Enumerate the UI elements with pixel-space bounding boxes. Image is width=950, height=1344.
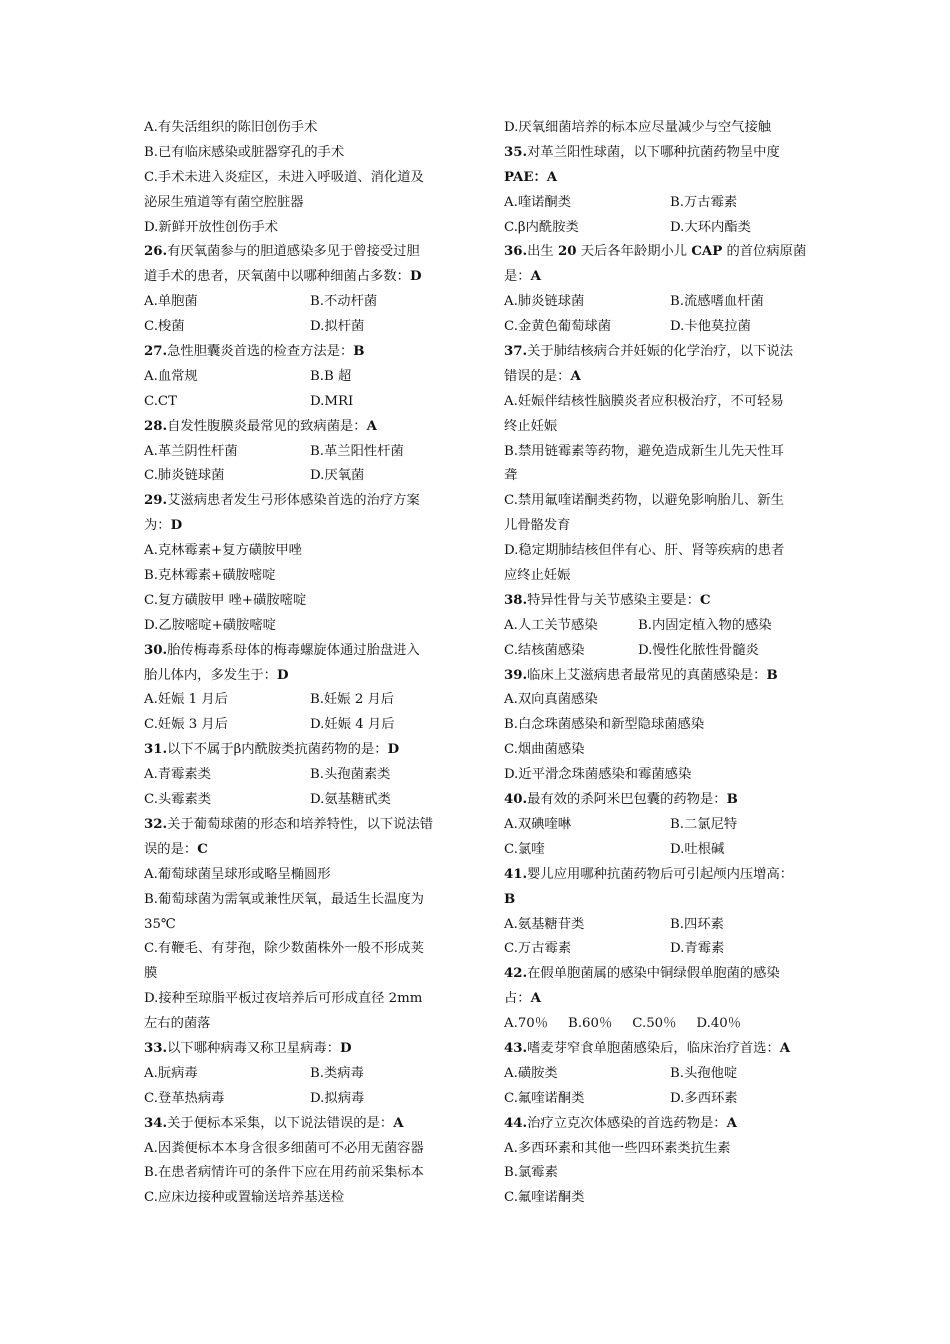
options-row	[504, 913, 810, 938]
question-38	[504, 589, 810, 614]
answer: B	[504, 891, 516, 907]
question-text: 治疗立克次体感染的首选药物是：	[527, 1115, 727, 1131]
option-c: C.烟曲菌感染	[504, 742, 585, 758]
question-number: 26.	[144, 244, 168, 260]
text-line: A.有失活组织的陈旧创伤手术	[144, 120, 318, 135]
question-text: 的首位病原菌	[722, 244, 807, 260]
question-36	[504, 240, 810, 265]
question-number: 38.	[504, 592, 528, 608]
option-d: D.氨基糖甙类	[310, 792, 391, 808]
option-b: B.四环素	[670, 916, 724, 932]
question-number: 39.	[504, 667, 528, 683]
options-row	[504, 315, 810, 340]
question-31	[144, 738, 450, 763]
answer: A	[530, 269, 541, 285]
option-c: C.氯喹	[504, 841, 545, 857]
options-row	[144, 713, 450, 738]
question-text: 婴儿应用哪种抗菌药物后可引起颅内压增高：	[527, 866, 794, 882]
question-39	[504, 664, 810, 689]
options-row	[144, 688, 450, 713]
question-text: 最有效的杀阿米巴包囊的药物是：	[527, 792, 727, 808]
text-line: 泌尿生殖道等有菌空腔脏器	[144, 194, 304, 210]
question-number: 33.	[144, 1040, 168, 1056]
question-text: 急性胆囊炎首选的检查方法是：	[167, 344, 354, 360]
question-text: 以下哪种病毒又称卫星病毒：	[167, 1040, 340, 1056]
option-a: A.革兰阴性杆菌	[144, 443, 238, 459]
option-a-cont: 终止妊娠	[504, 418, 558, 434]
option-c: C.氟喹诺酮类	[504, 1190, 585, 1206]
question-text: 以下不属于β内酰胺类抗菌药物的是：	[167, 742, 388, 758]
options-row	[144, 440, 450, 465]
option-a: A.喹诺酮类	[504, 194, 572, 210]
option-d: D.MRI	[310, 393, 354, 409]
text-line: B.已有临床感染或脏器穿孔的手术	[144, 144, 345, 160]
option-a: A.人工关节感染	[504, 617, 598, 633]
option-a: A.因粪便标本本身含很多细菌可不必用无菌容器	[144, 1140, 424, 1156]
question-text: 是：	[504, 269, 531, 285]
options-row	[504, 1012, 810, 1037]
answer: A	[570, 368, 581, 384]
options-row	[504, 1062, 810, 1087]
option-d: D.慢性化脓性骨髓炎	[638, 642, 759, 658]
question-number: 30.	[144, 642, 168, 658]
options-row	[504, 290, 810, 315]
question-text: CAP	[691, 244, 723, 260]
option-b: B.葡萄球菌为需氧或兼性厌氧，最适生长温度为	[144, 891, 424, 907]
answer: A	[546, 169, 558, 185]
text-line: D.新鲜开放性创伤手术	[144, 219, 279, 235]
question-35	[504, 141, 810, 166]
options-row	[144, 390, 450, 415]
question-text: 对革兰阳性球菌，以下哪种抗菌药物呈中度	[527, 144, 780, 160]
answer: B	[353, 344, 365, 360]
question-33	[144, 1037, 450, 1062]
option-d: D.40％	[696, 1016, 742, 1032]
question-text: 20	[557, 244, 577, 260]
option-c: C.肺炎链球菌	[144, 468, 225, 484]
text-line: D.厌氧细菌培养的标本应尽量减少与空气接触	[504, 120, 772, 135]
question-text: 占：	[504, 991, 531, 1007]
answer: D	[340, 1040, 352, 1056]
answer: B	[766, 667, 778, 683]
option-b: B.B 超	[310, 368, 352, 384]
option-c: C.梭菌	[144, 319, 185, 335]
option-d: D.吐根碱	[670, 841, 725, 857]
question-text: 道手术的患者，厌氧菌中以哪种细菌占多数：	[144, 269, 410, 285]
option-a: A.多西环素和其他一些四环素类抗生素	[504, 1140, 731, 1156]
option-b: B.禁用链霉素等药物，避免造成新生儿先天性耳	[504, 443, 784, 459]
option-b: B.在患者病情许可的条件下应在用药前采集标本	[144, 1165, 424, 1181]
option-b: B.头孢他啶	[670, 1065, 738, 1081]
answer: C	[700, 592, 711, 608]
option-c-cont: 儿骨骼发育	[504, 518, 571, 534]
answer: D	[170, 518, 183, 534]
option-c: C.登革热病毒	[144, 1090, 225, 1106]
option-d: D.卡他莫拉菌	[670, 319, 751, 335]
answer: D	[387, 742, 400, 758]
right-column	[504, 116, 810, 1211]
question-26	[144, 240, 450, 265]
question-number: 35.	[504, 144, 528, 160]
question-text: 误的是：	[144, 841, 198, 857]
question-text: 关于肺结核病合并妊娠的化学治疗，以下说法	[527, 344, 794, 360]
option-d: D.厌氧菌	[310, 468, 365, 484]
question-29	[144, 489, 450, 514]
option-c: C.氟喹诺酮类	[504, 1090, 585, 1106]
options-row	[144, 315, 450, 340]
question-41	[504, 863, 810, 888]
option-c: C.禁用氟喹诺酮类药物，以避免影响胎儿、新生	[504, 493, 784, 509]
options-row	[504, 639, 810, 664]
option-d: D.拟杆菌	[310, 319, 365, 335]
option-c: C.妊娠 3 月后	[144, 717, 229, 733]
option-d: D.稳定期肺结核但伴有心、肝、肾等疾病的患者	[504, 543, 785, 559]
question-42	[504, 962, 810, 987]
option-d-cont: 应终止妊娠	[504, 568, 571, 584]
question-number: 27.	[144, 344, 168, 360]
question-number: 44.	[504, 1115, 528, 1131]
options-row	[504, 216, 810, 241]
option-b: B.二氯尼特	[670, 816, 738, 832]
question-29-cont	[144, 514, 450, 539]
question-34	[144, 1112, 450, 1137]
question-text: 出生	[527, 244, 558, 260]
left-column	[144, 116, 450, 1211]
option-b-cont: 聋	[504, 468, 518, 484]
question-number: 36.	[504, 244, 528, 260]
option-c: C.万古霉素	[504, 941, 572, 957]
option-d: D.接种至琼脂平板过夜培养后可形成直径 2mm	[144, 991, 423, 1007]
question-42-cont	[504, 987, 810, 1012]
option-c-cont: 膜	[144, 966, 158, 982]
option-a: A.双碘喹啉	[504, 816, 572, 832]
answer: C	[197, 841, 208, 857]
question-30	[144, 639, 450, 664]
question-32-cont	[144, 838, 450, 863]
option-b: B.流感嗜血杆菌	[670, 294, 764, 310]
option-d: D.大环内酯类	[670, 219, 751, 235]
option-b: B.氯霉素	[504, 1165, 558, 1181]
option-b: B.不动杆菌	[310, 294, 378, 310]
option-c: C.金黄色葡萄球菌	[504, 319, 612, 335]
option-d: D.近平滑念珠菌感染和霉菌感染	[504, 767, 692, 783]
question-28	[144, 415, 450, 440]
text-line: C.手术未进入炎症区，未进入呼吸道、消化道及	[144, 169, 424, 185]
options-row	[504, 838, 810, 863]
question-text: 自发性腹膜炎最常见的致病菌是：	[167, 418, 367, 434]
answer: D	[276, 667, 289, 683]
question-37	[504, 340, 810, 365]
option-a: A.血常规	[144, 368, 198, 384]
question-number: 32.	[144, 816, 168, 832]
option-b: B.革兰阳性杆菌	[310, 443, 404, 459]
option-b: B.克林霉素+磺胺嘧啶	[144, 568, 276, 584]
question-number: 41.	[504, 866, 528, 882]
answer: A	[530, 991, 541, 1007]
question-41-cont	[504, 888, 810, 913]
option-d: D.青霉素	[670, 941, 725, 957]
option-b: B.内固定植入物的感染	[638, 617, 772, 633]
options-row	[144, 1087, 450, 1112]
question-number: 37.	[504, 344, 528, 360]
question-number: 40.	[504, 792, 528, 808]
question-text: 胎儿体内，多发生于：	[144, 667, 277, 683]
question-text: 胎传梅毒系母体的梅毒螺旋体通过胎盘进入	[167, 642, 420, 658]
question-text: 为：	[144, 518, 171, 534]
option-a: A.70％	[504, 1016, 549, 1032]
question-number: 31.	[144, 742, 168, 758]
options-row	[144, 365, 450, 390]
question-text: 艾滋病患者发生弓形体感染首选的治疗方案	[167, 493, 420, 509]
question-text: 临床上艾滋病患者最常见的真菌感染是：	[527, 667, 767, 683]
question-number: 29.	[144, 493, 168, 509]
option-c: C.头霉素类	[144, 792, 212, 808]
option-a: A.双向真菌感染	[504, 692, 598, 708]
options-row	[144, 1062, 450, 1087]
question-number: 42.	[504, 966, 528, 982]
options-row	[144, 290, 450, 315]
question-40	[504, 788, 810, 813]
question-text: 关于葡萄球菌的形态和培养特性，以下说法错	[167, 816, 434, 832]
question-27	[144, 340, 450, 365]
options-row	[504, 813, 810, 838]
option-d-cont: 左右的菌落	[144, 1016, 211, 1032]
options-row	[504, 191, 810, 216]
option-c: C.复方磺胺甲 唑+磺胺嘧啶	[144, 592, 307, 608]
option-a: A.青霉素类	[144, 767, 212, 783]
option-a: A.磺胺类	[504, 1065, 558, 1081]
options-row	[144, 763, 450, 788]
answer: D	[409, 269, 422, 285]
option-a: A.葡萄球菌呈球形或略呈椭圆形	[144, 866, 331, 882]
question-text: 错误的是：	[504, 368, 571, 384]
question-26-cont	[144, 265, 450, 290]
question-text: 有厌氧菌参与的胆道感染多见于曾接受过胆	[167, 244, 420, 260]
options-row	[504, 1087, 810, 1112]
question-35-cont	[504, 166, 810, 191]
option-b: B.万古霉素	[670, 194, 738, 210]
option-b: B.妊娠 2 月后	[310, 692, 395, 708]
options-row	[144, 788, 450, 813]
option-b: B.类病毒	[310, 1065, 364, 1081]
question-43	[504, 1037, 810, 1062]
option-c: C.有鞭毛、有芽孢，除少数菌株外一般不形成荚	[144, 941, 424, 957]
question-number: 34.	[144, 1115, 168, 1131]
question-text: 天后各年龄期小儿	[576, 244, 692, 260]
option-a: A.氨基糖苷类	[504, 916, 585, 932]
question-37-cont	[504, 365, 810, 390]
option-c: C.结核菌感染	[504, 642, 585, 658]
question-text: 特异性骨与关节感染主要是：	[527, 592, 700, 608]
option-b: B.白念珠菌感染和新型隐球菌感染	[504, 717, 705, 733]
option-b: B.60％	[568, 1016, 613, 1032]
answer: A	[726, 1115, 737, 1131]
option-d: D.妊娠 4 月后	[310, 717, 395, 733]
option-c: C.50％	[632, 1016, 677, 1032]
answer: A	[366, 418, 377, 434]
option-d: D.乙胺嘧啶+磺胺嘧啶	[144, 617, 276, 633]
option-a: A.克林霉素+复方磺胺甲唑	[144, 543, 302, 559]
option-a: A.单胞菌	[144, 294, 198, 310]
question-text: 嗜麦芽窄食单胞菌感染后，临床治疗首选：	[527, 1040, 780, 1056]
options-row	[504, 937, 810, 962]
question-text: 在假单胞菌属的感染中铜绿假单胞菌的感染	[527, 966, 780, 982]
option-a: A.妊娠 1 月后	[144, 692, 228, 708]
answer: B	[726, 792, 738, 808]
question-30-cont	[144, 664, 450, 689]
options-row	[504, 614, 810, 639]
question-number: 28.	[144, 418, 168, 434]
question-36-cont	[504, 265, 810, 290]
option-a: A.妊娠伴结核性脑膜炎者应积极治疗，不可轻易	[504, 393, 784, 409]
option-b-cont: 35℃	[144, 916, 176, 932]
option-c: C.β内酰胺类	[504, 219, 579, 235]
question-32	[144, 813, 450, 838]
option-b: B.头孢菌素类	[310, 767, 391, 783]
answer: A	[393, 1115, 404, 1131]
option-a: A.肺炎链球菌	[504, 294, 585, 310]
option-d: D.拟病毒	[310, 1090, 365, 1106]
question-44	[504, 1112, 810, 1137]
options-row	[144, 464, 450, 489]
question-number: 43.	[504, 1040, 528, 1056]
option-a: A.朊病毒	[144, 1065, 198, 1081]
option-c: C.CT	[144, 393, 177, 409]
option-c: C.应床边接种或置输送培养基送检	[144, 1190, 345, 1206]
question-text: 关于便标本采集，以下说法错误的是：	[167, 1115, 394, 1131]
option-d: D.多西环素	[670, 1090, 738, 1106]
question-text: PAE：	[504, 169, 547, 185]
answer: A	[779, 1040, 791, 1056]
